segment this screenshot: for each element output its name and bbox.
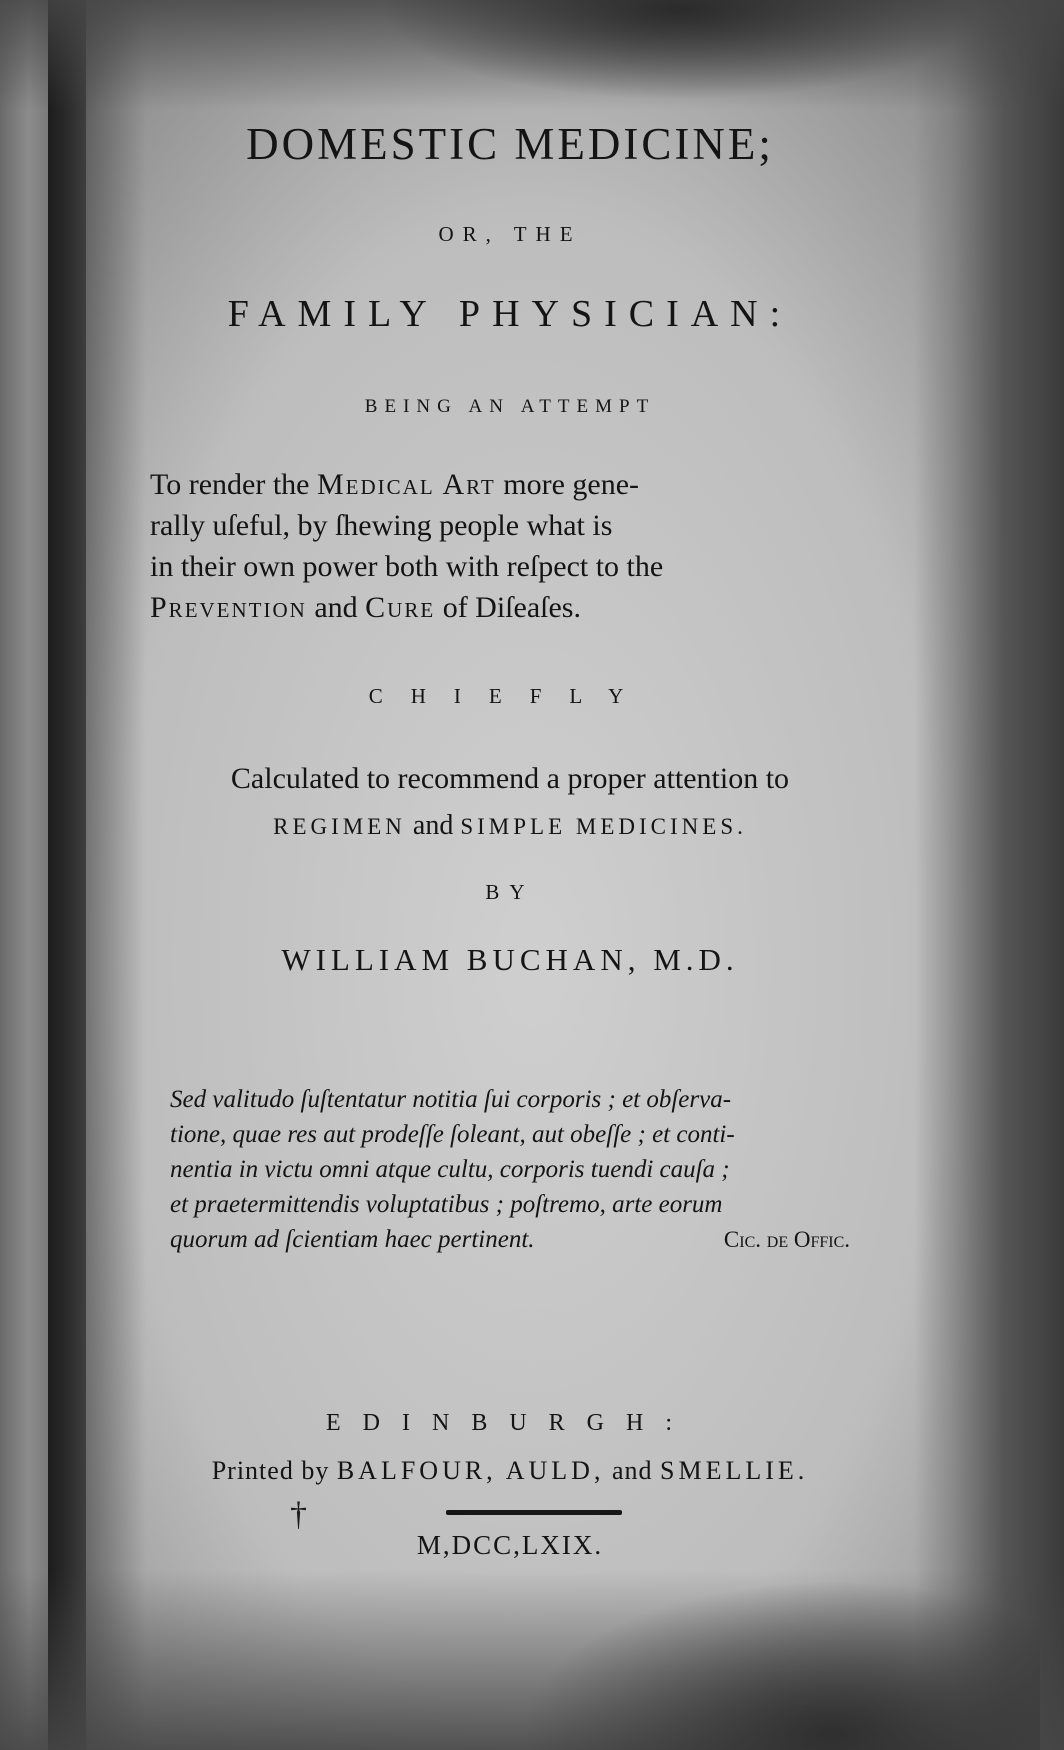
imprint-year: M,DCC,LXIX. <box>416 1530 604 1560</box>
regimen-line: REGIMEN and SIMPLE MEDICINES. <box>273 810 747 841</box>
binding-shadow <box>48 0 86 1750</box>
epigraph-line-4: et praetermittendis voluptatibus ; poſtremo, arte eorum <box>170 1191 723 1218</box>
calculated-line: Calculated to recommend a proper attention to <box>230 762 790 795</box>
or-the: OR, THE <box>438 222 582 246</box>
description-line-2: rally uſeful, by ſhewing people what is <box>150 509 613 542</box>
latin-epigraph <box>170 1082 850 1257</box>
being-an-attempt: BEING AN ATTEMPT <box>364 396 656 417</box>
imprint-printer: Printed by BALFOUR, AULD, and SMELLIE. <box>211 1456 809 1485</box>
epigraph-line-2: tione, quae res aut prodeſſe ſoleant, aut obeſſe ; et conti- <box>170 1121 735 1148</box>
epigraph-citation: Cic. de Offic. <box>723 1227 850 1252</box>
book-subtitle: FAMILY PHYSICIAN: <box>227 293 793 335</box>
description-line-4: Prevention and Cure of Diſeaſes. <box>150 591 581 624</box>
book-title: DOMESTIC MEDICINE; <box>246 119 774 169</box>
scan-border-right <box>914 0 1064 1750</box>
epigraph-line-3: nentia in victu omni atque cultu, corporis tuendi cauſa ; <box>170 1156 730 1183</box>
dagger-mark: † <box>290 1496 307 1533</box>
imprint-city: EDINBURGH: <box>326 1410 694 1436</box>
epigraph-line-5: quorum ad ſcientiam haec pertinent. Cic. de Offic. <box>170 1222 850 1257</box>
description-line-1: To render the Medical Art more gene- <box>150 468 640 501</box>
description-paragraph <box>150 464 870 628</box>
chiefly: CHIEFLY <box>368 684 652 708</box>
by-line: BY <box>485 880 535 904</box>
scan-border-left <box>0 0 48 1750</box>
author-name: WILLIAM BUCHAN, M.D. <box>281 942 739 977</box>
imprint-rule <box>446 1510 622 1515</box>
binding-fade <box>86 0 146 1750</box>
description-line-3: in their own power both with reſpect to the <box>150 550 664 583</box>
epigraph-line-1: Sed valitudo ſuſtentatur notitia ſui corporis ; et obſerva- <box>170 1086 732 1113</box>
title-page <box>150 0 870 1750</box>
